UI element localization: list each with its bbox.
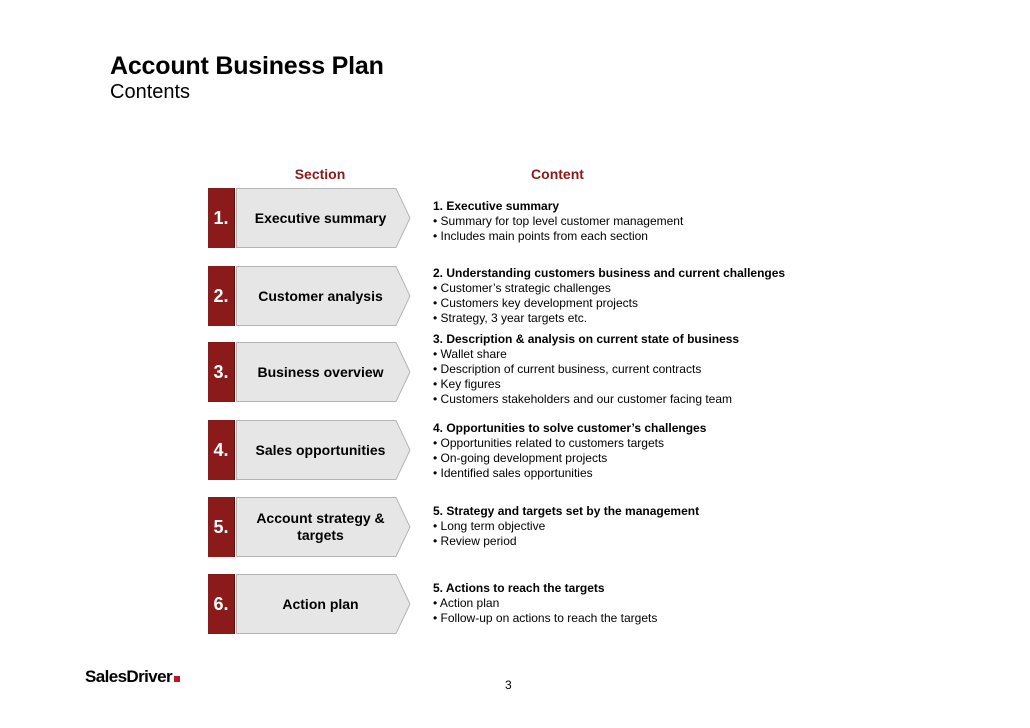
section-number [208,420,235,480]
section-name: Business overview [257,363,384,380]
content-bullet: • Opportunities related to customers targets [433,436,664,450]
section-number-label: 1. [213,207,229,228]
salesdriver-logo [85,667,180,687]
section-name: Customer analysis [258,287,383,304]
section-number [208,188,235,248]
content-bullet: • Identified sales opportunities [433,466,593,480]
section-column-header: Section [294,166,346,182]
section-number [208,266,235,326]
content-block [433,504,699,549]
content-bullet: • Follow-up on actions to reach the targets [433,611,658,625]
section-number [208,342,235,402]
content-bullet: • Key figures [433,377,501,391]
section-name: Account strategy & targets [256,510,385,543]
section-arrow [236,188,411,248]
content-block [433,421,706,481]
section-number-label: 6. [213,593,229,614]
logo-text: SalesDriver [85,667,172,686]
content-bullet: • Action plan [433,596,500,610]
content-bullet: • Includes main points from each section [433,229,648,243]
content-title: 4. Opportunities to solve customer’s challenges [433,421,707,435]
content-title: 5. Strategy and targets set by the management [433,504,700,518]
section-arrow [236,574,411,634]
content-block [433,332,739,407]
content-title: 2. Understanding customers business and current challenges [433,266,786,280]
content-bullet: • Strategy, 3 year targets etc. [433,311,588,325]
content-bullet: • Customers stakeholders and our customer facing team [433,392,733,406]
content-bullet: • Description of current business, current contracts [433,362,702,376]
section-arrow [236,497,411,557]
section-arrow [236,420,411,480]
content-block [433,199,683,244]
section-name: Sales opportunities [255,441,386,458]
section-number [208,574,235,634]
content-title: 3. Description & analysis on current state of business [433,332,740,346]
content-bullet: • On-going development projects [433,451,608,465]
section-number [208,497,235,557]
section-number-label: 4. [213,439,229,460]
section-arrow [236,342,411,402]
section-number-label: 5. [213,516,229,537]
content-block [433,266,785,326]
logo-dot-icon [174,676,180,682]
content-bullet: • Customers key development projects [433,296,638,310]
page-number: 3 [505,678,512,692]
section-arrow [236,266,411,326]
page-subtitle: Contents [110,81,191,103]
content-title: 1. Executive summary [433,199,560,213]
content-block [433,581,657,626]
content-title: 5. Actions to reach the targets [433,581,605,595]
content-bullet: • Summary for top level customer management [433,214,684,228]
page-title: Account Business Plan [110,52,384,80]
content-bullet: • Long term objective [433,519,546,533]
section-number-label: 2. [213,285,229,306]
section-name: Action plan [282,595,359,612]
section-number-label: 3. [213,361,229,382]
content-bullet: • Wallet share [433,347,507,361]
content-bullet: • Customer’s strategic challenges [433,281,611,295]
content-bullet: • Review period [433,534,517,548]
section-name: Executive summary [254,209,387,226]
content-column-header: Content [531,166,584,182]
